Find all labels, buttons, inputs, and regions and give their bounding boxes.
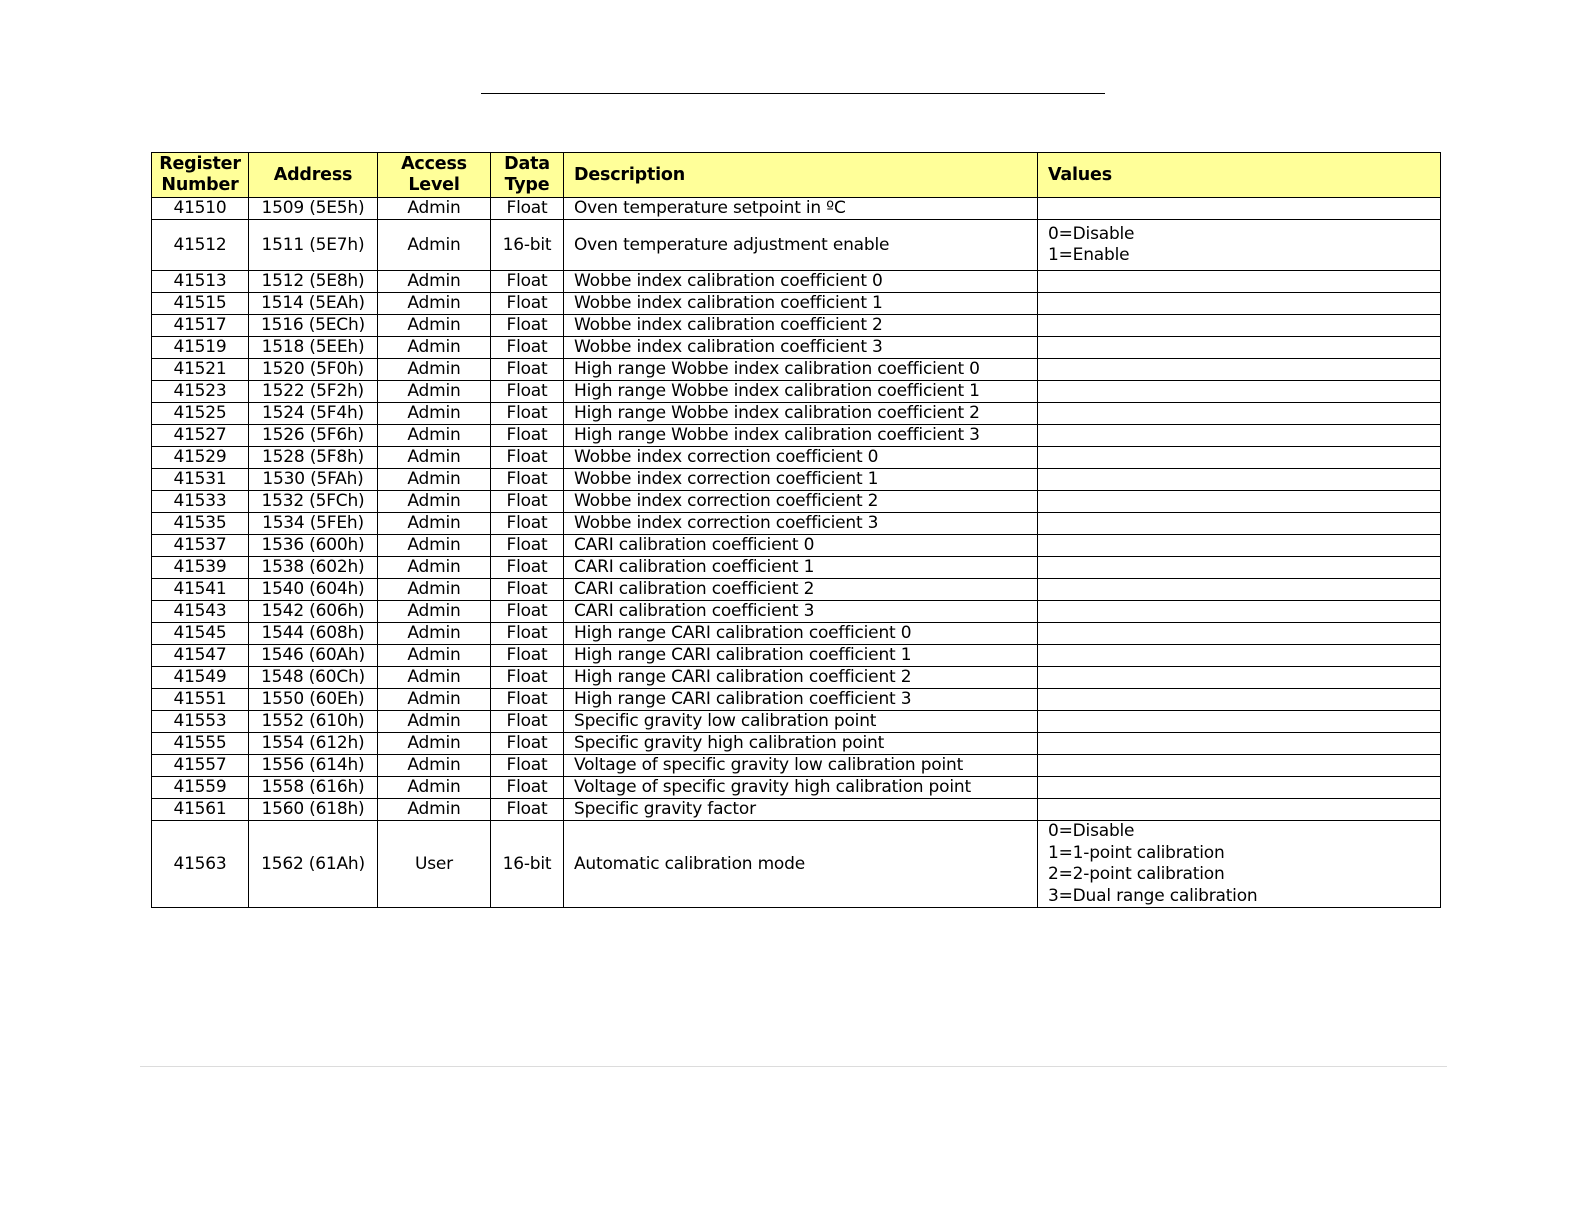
table-row (152, 359, 1441, 381)
header-description: Description (564, 153, 1038, 198)
table-row (152, 755, 1441, 777)
description-cell: High range CARI calibration coefficient 1 (564, 645, 1038, 667)
access-level-cell: Admin (378, 579, 491, 601)
data-type-cell: 16-bit (491, 220, 564, 271)
register-number-cell: 41535 (152, 513, 249, 535)
table-row (152, 799, 1441, 821)
register-number-cell: 41539 (152, 557, 249, 579)
register-number-cell: 41519 (152, 337, 249, 359)
data-type-cell: Float (491, 645, 564, 667)
address-cell: 1550 (60Eh) (249, 689, 378, 711)
values-cell (1038, 623, 1441, 645)
address-cell: 1511 (5E7h) (249, 220, 378, 271)
table-row (152, 667, 1441, 689)
access-level-cell: Admin (378, 733, 491, 755)
access-level-cell: Admin (378, 755, 491, 777)
table-row (152, 513, 1441, 535)
register-number-cell: 41513 (152, 271, 249, 293)
header-data-type (491, 153, 564, 198)
header-access-line1: Access (401, 154, 467, 174)
values-cell (1038, 271, 1441, 293)
address-cell: 1536 (600h) (249, 535, 378, 557)
description-cell: Wobbe index correction coefficient 2 (564, 491, 1038, 513)
address-cell: 1544 (608h) (249, 623, 378, 645)
values-cell (1038, 689, 1441, 711)
register-number-cell: 41512 (152, 220, 249, 271)
values-cell (1038, 315, 1441, 337)
description-cell: Wobbe index correction coefficient 0 (564, 447, 1038, 469)
table-row (152, 381, 1441, 403)
values-cell (1038, 711, 1441, 733)
access-level-cell: Admin (378, 799, 491, 821)
header-datatype-line1: Data (504, 154, 550, 174)
data-type-cell: Float (491, 315, 564, 337)
address-cell: 1556 (614h) (249, 755, 378, 777)
values-cell (1038, 667, 1441, 689)
header-access-line2: Level (408, 175, 460, 195)
values-cell (1038, 601, 1441, 623)
data-type-cell: Float (491, 491, 564, 513)
data-type-cell: Float (491, 337, 564, 359)
values-cell (1038, 220, 1441, 271)
description-cell: Oven temperature setpoint in ºC (564, 198, 1038, 220)
values-cell (1038, 359, 1441, 381)
data-type-cell: Float (491, 711, 564, 733)
data-type-cell: Float (491, 601, 564, 623)
data-type-cell: Float (491, 667, 564, 689)
values-cell (1038, 777, 1441, 799)
description-cell: Automatic calibration mode (564, 821, 1038, 908)
header-datatype-line2: Type (504, 175, 550, 195)
register-number-cell: 41537 (152, 535, 249, 557)
address-cell: 1546 (60Ah) (249, 645, 378, 667)
value-option: 3=Dual range calibration (1048, 885, 1258, 906)
values-cell (1038, 403, 1441, 425)
header-rule (481, 93, 1105, 94)
data-type-cell: Float (491, 447, 564, 469)
address-cell: 1562 (61Ah) (249, 821, 378, 908)
description-cell: Wobbe index correction coefficient 1 (564, 469, 1038, 491)
register-number-cell: 41551 (152, 689, 249, 711)
access-level-cell: Admin (378, 271, 491, 293)
access-level-cell: Admin (378, 293, 491, 315)
data-type-cell: Float (491, 535, 564, 557)
description-cell: Wobbe index calibration coefficient 1 (564, 293, 1038, 315)
values-cell (1038, 755, 1441, 777)
address-cell: 1532 (5FCh) (249, 491, 378, 513)
data-type-cell: Float (491, 799, 564, 821)
values-cell (1038, 337, 1441, 359)
description-cell: High range CARI calibration coefficient 3 (564, 689, 1038, 711)
data-type-cell: Float (491, 381, 564, 403)
data-type-cell: Float (491, 755, 564, 777)
address-cell: 1516 (5ECh) (249, 315, 378, 337)
data-type-cell: 16-bit (491, 821, 564, 908)
register-number-cell: 41515 (152, 293, 249, 315)
values-cell (1038, 447, 1441, 469)
description-cell: Specific gravity low calibration point (564, 711, 1038, 733)
address-cell: 1534 (5FEh) (249, 513, 378, 535)
table-row (152, 777, 1441, 799)
value-option: 0=Disable (1048, 821, 1135, 841)
description-cell: High range Wobbe index calibration coefficient 0 (564, 359, 1038, 381)
header-address: Address (249, 153, 378, 198)
address-cell: 1554 (612h) (249, 733, 378, 755)
data-type-cell: Float (491, 359, 564, 381)
description-cell: CARI calibration coefficient 3 (564, 601, 1038, 623)
access-level-cell: User (378, 821, 491, 908)
table-row (152, 535, 1441, 557)
data-type-cell: Float (491, 271, 564, 293)
description-cell: Specific gravity factor (564, 799, 1038, 821)
access-level-cell: Admin (378, 425, 491, 447)
table-row (152, 425, 1441, 447)
description-cell: Voltage of specific gravity high calibration point (564, 777, 1038, 799)
register-number-cell: 41553 (152, 711, 249, 733)
description-cell: Wobbe index correction coefficient 3 (564, 513, 1038, 535)
address-cell: 1542 (606h) (249, 601, 378, 623)
value-option: 2=2-point calibration (1048, 864, 1225, 884)
description-cell: Oven temperature adjustment enable (564, 220, 1038, 271)
table-row (152, 447, 1441, 469)
value-option: 0=Disable (1048, 223, 1135, 244)
table-row (152, 601, 1441, 623)
values-cell (1038, 293, 1441, 315)
access-level-cell: Admin (378, 689, 491, 711)
data-type-cell: Float (491, 579, 564, 601)
header-register-number (152, 153, 249, 198)
access-level-cell: Admin (378, 513, 491, 535)
address-cell: 1530 (5FAh) (249, 469, 378, 491)
register-number-cell: 41533 (152, 491, 249, 513)
register-number-cell: 41523 (152, 381, 249, 403)
access-level-cell: Admin (378, 381, 491, 403)
data-type-cell: Float (491, 513, 564, 535)
values-cell (1038, 557, 1441, 579)
address-cell: 1548 (60Ch) (249, 667, 378, 689)
data-type-cell: Float (491, 403, 564, 425)
register-number-cell: 41529 (152, 447, 249, 469)
access-level-cell: Admin (378, 359, 491, 381)
register-number-cell: 41510 (152, 198, 249, 220)
table-row (152, 469, 1441, 491)
header-values: Values (1038, 153, 1441, 198)
table-row (152, 689, 1441, 711)
description-cell: High range CARI calibration coefficient 2 (564, 667, 1038, 689)
values-cell (1038, 535, 1441, 557)
table-row (152, 733, 1441, 755)
register-number-cell: 41531 (152, 469, 249, 491)
access-level-cell: Admin (378, 315, 491, 337)
address-cell: 1518 (5EEh) (249, 337, 378, 359)
table-row (152, 557, 1441, 579)
register-number-cell: 41525 (152, 403, 249, 425)
table-row (152, 491, 1441, 513)
table-row (152, 315, 1441, 337)
access-level-cell: Admin (378, 220, 491, 271)
values-cell (1038, 425, 1441, 447)
register-number-cell: 41543 (152, 601, 249, 623)
values-cell (1038, 733, 1441, 755)
access-level-cell: Admin (378, 535, 491, 557)
data-type-cell: Float (491, 198, 564, 220)
description-cell: Wobbe index calibration coefficient 0 (564, 271, 1038, 293)
table-row (152, 220, 1441, 271)
description-cell: Wobbe index calibration coefficient 2 (564, 315, 1038, 337)
address-cell: 1509 (5E5h) (249, 198, 378, 220)
table-row (152, 623, 1441, 645)
register-number-cell: 41517 (152, 315, 249, 337)
description-cell: High range CARI calibration coefficient 0 (564, 623, 1038, 645)
register-table (151, 152, 1441, 908)
access-level-cell: Admin (378, 337, 491, 359)
access-level-cell: Admin (378, 198, 491, 220)
register-number-cell: 41521 (152, 359, 249, 381)
data-type-cell: Float (491, 623, 564, 645)
address-cell: 1522 (5F2h) (249, 381, 378, 403)
address-cell: 1558 (616h) (249, 777, 378, 799)
description-cell: CARI calibration coefficient 1 (564, 557, 1038, 579)
address-cell: 1520 (5F0h) (249, 359, 378, 381)
address-cell: 1512 (5E8h) (249, 271, 378, 293)
values-cell (1038, 821, 1441, 908)
access-level-cell: Admin (378, 403, 491, 425)
table-row (152, 645, 1441, 667)
description-cell: Wobbe index calibration coefficient 3 (564, 337, 1038, 359)
value-option: 1=Enable (1048, 245, 1130, 265)
data-type-cell: Float (491, 733, 564, 755)
values-cell (1038, 198, 1441, 220)
register-number-cell: 41563 (152, 821, 249, 908)
register-number-cell: 41541 (152, 579, 249, 601)
table-row (152, 198, 1441, 220)
value-option: 1=1-point calibration (1048, 842, 1225, 863)
address-cell: 1540 (604h) (249, 579, 378, 601)
table-row (152, 711, 1441, 733)
values-cell (1038, 645, 1441, 667)
access-level-cell: Admin (378, 623, 491, 645)
description-cell: High range Wobbe index calibration coefficient 1 (564, 381, 1038, 403)
access-level-cell: Admin (378, 777, 491, 799)
description-cell: Specific gravity high calibration point (564, 733, 1038, 755)
footer-rule (140, 1066, 1447, 1067)
table-header-row (152, 153, 1441, 198)
data-type-cell: Float (491, 557, 564, 579)
values-cell (1038, 469, 1441, 491)
address-cell: 1552 (610h) (249, 711, 378, 733)
values-cell (1038, 491, 1441, 513)
values-cell (1038, 799, 1441, 821)
register-number-cell: 41527 (152, 425, 249, 447)
data-type-cell: Float (491, 469, 564, 491)
register-number-cell: 41557 (152, 755, 249, 777)
register-number-cell: 41549 (152, 667, 249, 689)
register-number-cell: 41555 (152, 733, 249, 755)
address-cell: 1538 (602h) (249, 557, 378, 579)
table-body (152, 198, 1441, 908)
description-cell: Voltage of specific gravity low calibration point (564, 755, 1038, 777)
address-cell: 1524 (5F4h) (249, 403, 378, 425)
data-type-cell: Float (491, 293, 564, 315)
access-level-cell: Admin (378, 601, 491, 623)
table-row (152, 271, 1441, 293)
data-type-cell: Float (491, 425, 564, 447)
values-cell (1038, 579, 1441, 601)
address-cell: 1526 (5F6h) (249, 425, 378, 447)
header-access-level (378, 153, 491, 198)
header-register-line2: Number (161, 175, 239, 195)
header-register-line1: Register (159, 154, 241, 174)
address-cell: 1528 (5F8h) (249, 447, 378, 469)
values-cell (1038, 381, 1441, 403)
address-cell: 1560 (618h) (249, 799, 378, 821)
register-number-cell: 41561 (152, 799, 249, 821)
description-cell: CARI calibration coefficient 0 (564, 535, 1038, 557)
access-level-cell: Admin (378, 469, 491, 491)
description-cell: High range Wobbe index calibration coefficient 3 (564, 425, 1038, 447)
access-level-cell: Admin (378, 557, 491, 579)
table-row (152, 579, 1441, 601)
table-row (152, 337, 1441, 359)
data-type-cell: Float (491, 689, 564, 711)
register-number-cell: 41559 (152, 777, 249, 799)
description-cell: CARI calibration coefficient 2 (564, 579, 1038, 601)
table-row (152, 293, 1441, 315)
access-level-cell: Admin (378, 667, 491, 689)
access-level-cell: Admin (378, 447, 491, 469)
values-cell (1038, 513, 1441, 535)
table-row (152, 403, 1441, 425)
register-number-cell: 41547 (152, 645, 249, 667)
table-row (152, 821, 1441, 908)
register-number-cell: 41545 (152, 623, 249, 645)
description-cell: High range Wobbe index calibration coefficient 2 (564, 403, 1038, 425)
data-type-cell: Float (491, 777, 564, 799)
access-level-cell: Admin (378, 491, 491, 513)
access-level-cell: Admin (378, 645, 491, 667)
address-cell: 1514 (5EAh) (249, 293, 378, 315)
access-level-cell: Admin (378, 711, 491, 733)
